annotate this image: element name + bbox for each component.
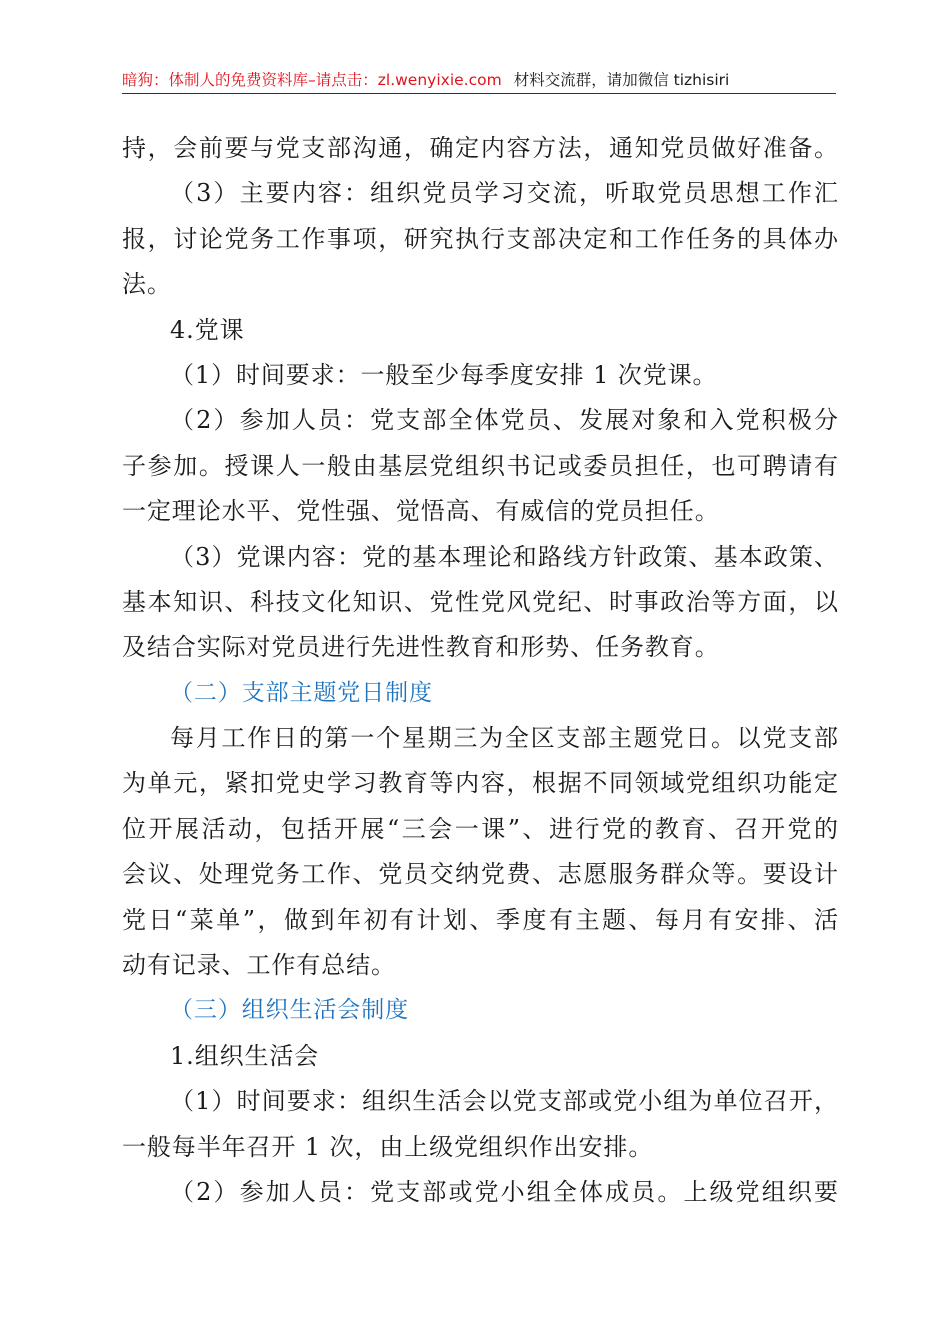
document-body [122, 126, 838, 1215]
paragraph-line: 每月工作日的第一个星期三为全区支部主题党日。以党支部 [170, 724, 838, 753]
paragraph-line: （2）参加人员：党支部全体党员、发展对象和入党积极分 [170, 406, 838, 435]
paragraph-line: 基本知识、科技文化知识、党性党风党纪、时事政治等方面，以 [122, 587, 838, 616]
paragraph-line: 持，会前要与党支部沟通，确定内容方法，通知党员做好准备。 [122, 134, 838, 162]
header-divider [122, 93, 836, 94]
paragraph-line: 位开展活动，包括开展“三会一课”、进行党的教育、召开党的 [122, 814, 838, 843]
paragraph-line: 党日“菜单”，做到年初有计划、季度有主题、每月有安排、活 [122, 905, 838, 934]
paragraph-line: （3）党课内容：党的基本理论和路线方针政策、基本政策、 [170, 542, 838, 571]
header-site-link[interactable]: –请点击：zl.wenyixie.com [308, 71, 502, 89]
paragraph-line: 子参加。授课人一般由基层党组织书记或委员担任，也可聘请有 [122, 451, 838, 480]
paragraph-line: 一般每半年召开 1 次，由上级党组织作出安排。 [122, 1132, 654, 1161]
paragraph-line: 及结合实际对党员进行先进性教育和形势、任务教育。 [122, 633, 720, 662]
header-site-name: 暗狗：体制人的免费资料库 [122, 71, 309, 89]
paragraph-line: 会议、处理党务工作、党员交纳党费、志愿服务群众等。要设计 [122, 860, 838, 889]
paragraph-line: 一定理论水平、党性强、觉悟高、有威信的党员担任。 [122, 497, 720, 526]
header-contact-note: 材料交流群，请加微信 tizhisiri [513, 71, 730, 89]
paragraph-line: （2）参加人员：党支部或党小组全体成员。上级党组织要 [170, 1177, 838, 1206]
paragraph-line: （1）时间要求：组织生活会以党支部或党小组为单位召开， [170, 1087, 838, 1116]
paragraph-line: 为单元，紧扣党史学习教育等内容，根据不同领域党组织功能定 [122, 769, 838, 798]
paragraph-line: 动有记录、工作有总结。 [122, 951, 396, 980]
page-header [122, 66, 834, 94]
subsection-title: 4.党课 [170, 315, 245, 344]
subsection-title: 1.组织生活会 [170, 1041, 320, 1070]
section-heading: （二）支部主题党日制度 [170, 679, 433, 706]
paragraph-line: 法。 [122, 270, 172, 299]
paragraph-line: （3）主要内容：组织党员学习交流，听取党员思想工作汇 [170, 179, 838, 208]
paragraph-line: 报，讨论党务工作事项，研究执行支部决定和工作任务的具体办 [122, 224, 838, 253]
section-heading: （三）组织生活会制度 [170, 997, 409, 1024]
paragraph-line: （1）时间要求：一般至少每季度安排 1 次党课。 [170, 360, 718, 389]
